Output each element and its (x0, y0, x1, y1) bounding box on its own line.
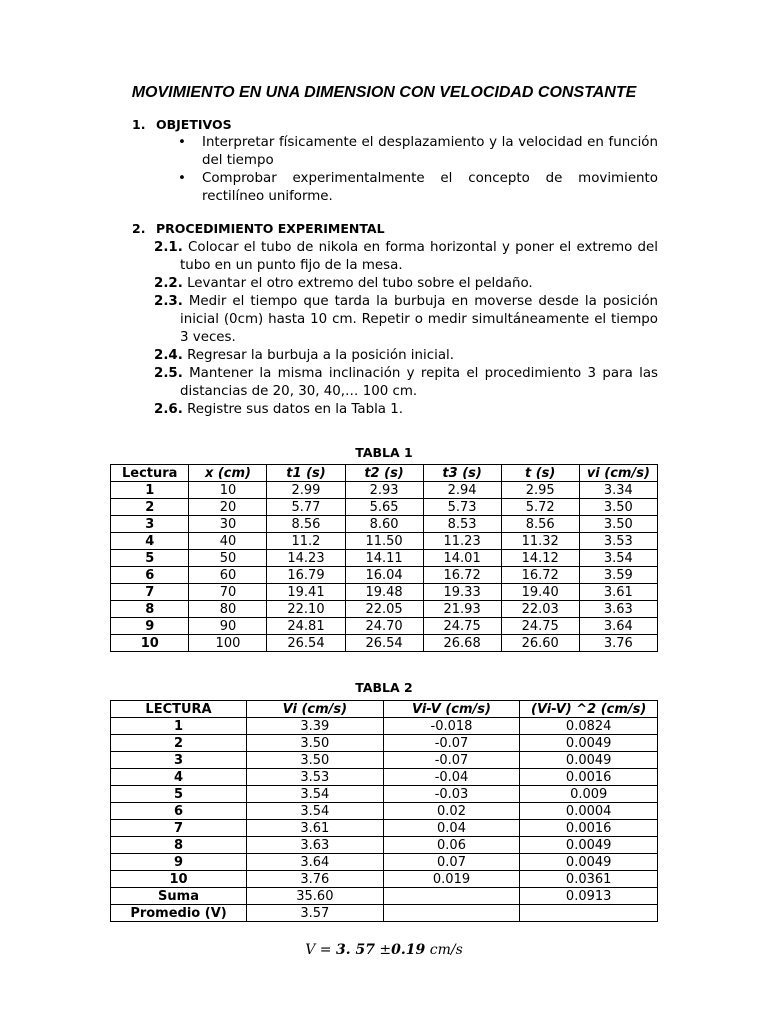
table-cell: 5.65 (345, 499, 423, 516)
table-cell: 11.23 (423, 533, 501, 550)
step-item (154, 347, 658, 365)
table-cell: 8.60 (345, 516, 423, 533)
table-cell: 26.54 (267, 635, 345, 652)
row-label-cell: 7 (111, 820, 247, 837)
table-cell: 19.33 (423, 584, 501, 601)
table-row (111, 482, 658, 499)
table-cell: 3.50 (579, 499, 657, 516)
step-text: Regresar la burbuja a la posición inicial. (187, 348, 455, 363)
step-item (154, 365, 658, 401)
step-number: 2.4. (154, 348, 183, 363)
formula-symbol: V (305, 942, 316, 958)
column-header: Lectura (111, 465, 189, 482)
table-cell: 0.019 (383, 871, 520, 888)
section-number: 2. (132, 221, 146, 236)
table-cell: 0.0016 (520, 820, 658, 837)
table-cell: 35.60 (247, 888, 384, 905)
table-cell: 24.81 (267, 618, 345, 635)
step-text: Mantener la misma inclinación y repita el procedimiento 3 para las distancias de 20, 30, 40,… 100 cm. (180, 366, 658, 399)
table-cell: 3.54 (247, 803, 384, 820)
row-label-cell: 10 (111, 635, 189, 652)
table-cell: 3.57 (247, 905, 384, 922)
table-row (111, 499, 658, 516)
table-row (111, 735, 658, 752)
table-cell: -0.07 (383, 735, 520, 752)
table-cell: 90 (189, 618, 267, 635)
row-label-cell: 3 (111, 752, 247, 769)
section-title: OBJETIVOS (156, 117, 232, 132)
table-row (111, 516, 658, 533)
table-cell: 16.72 (501, 567, 579, 584)
table-cell: -0.03 (383, 786, 520, 803)
table-cell: 14.01 (423, 550, 501, 567)
column-header: t2 (s) (345, 465, 423, 482)
procedimiento-steps (154, 239, 658, 419)
step-item (154, 293, 658, 347)
objetivos-list (178, 134, 658, 206)
column-header: t3 (s) (423, 465, 501, 482)
list-item: • Interpretar físicamente el desplazamiento y la velocidad en función del tiempo (178, 134, 658, 170)
row-label-cell: 1 (111, 718, 247, 735)
table-row (111, 601, 658, 618)
column-header: (Vi-V) ^2 (cm/s) (520, 701, 658, 718)
table-cell: 3.61 (247, 820, 384, 837)
table-cell: 16.04 (345, 567, 423, 584)
row-label-cell: 4 (111, 769, 247, 786)
row-label-cell: 3 (111, 516, 189, 533)
table-cell: 3.53 (579, 533, 657, 550)
column-header: t1 (s) (267, 465, 345, 482)
table-cell: 11.32 (501, 533, 579, 550)
table-cell: 16.72 (423, 567, 501, 584)
table-cell: 24.75 (423, 618, 501, 635)
column-header: Vi-V (cm/s) (383, 701, 520, 718)
table-cell: 80 (189, 601, 267, 618)
table-cell: 24.70 (345, 618, 423, 635)
table-cell: 3.63 (247, 837, 384, 854)
table-cell: 3.34 (579, 482, 657, 499)
step-number: 2.3. (154, 294, 183, 309)
table-cell: 2.94 (423, 482, 501, 499)
table-row (111, 854, 658, 871)
row-label-cell: 4 (111, 533, 189, 550)
table-row (111, 618, 658, 635)
table-row (111, 786, 658, 803)
table-cell: 20 (189, 499, 267, 516)
table-cell: 3.64 (247, 854, 384, 871)
row-label-cell: Suma (111, 888, 247, 905)
table-cell: 26.68 (423, 635, 501, 652)
table-cell (383, 905, 520, 922)
row-label-cell: 9 (111, 854, 247, 871)
table2-body (111, 718, 658, 922)
table-row (111, 820, 658, 837)
table-cell: 26.54 (345, 635, 423, 652)
section-procedimiento-heading (132, 221, 385, 236)
table1-caption: TABLA 1 (355, 445, 413, 460)
table-header-row (111, 701, 658, 718)
table-cell: 3.54 (247, 786, 384, 803)
table-cell: 19.40 (501, 584, 579, 601)
table-cell: 3.64 (579, 618, 657, 635)
table-cell: 2.93 (345, 482, 423, 499)
table-cell: 5.77 (267, 499, 345, 516)
table-cell: 3.54 (579, 550, 657, 567)
table-row (111, 584, 658, 601)
table-cell: 3.50 (247, 735, 384, 752)
table-cell: 3.63 (579, 601, 657, 618)
table-cell: 5.72 (501, 499, 579, 516)
table-cell: -0.07 (383, 752, 520, 769)
table-row (111, 635, 658, 652)
table-cell: -0.018 (383, 718, 520, 735)
row-label-cell: 6 (111, 803, 247, 820)
step-text: Levantar el otro extremo del tubo sobre el peldaño. (187, 276, 533, 291)
row-label-cell: 9 (111, 618, 189, 635)
formula-plus-minus: ± (374, 942, 392, 958)
table-cell: 40 (189, 533, 267, 550)
table-cell: 3.76 (579, 635, 657, 652)
table-cell: 22.03 (501, 601, 579, 618)
table-cell: 16.79 (267, 567, 345, 584)
table-cell: 0.04 (383, 820, 520, 837)
table-row (111, 718, 658, 735)
table1 (110, 464, 658, 652)
table-cell: 0.07 (383, 854, 520, 871)
column-header: vi (cm/s) (579, 465, 657, 482)
table-row (111, 871, 658, 888)
column-header: Vi (cm/s) (247, 701, 384, 718)
table-row (111, 769, 658, 786)
row-label-cell: 5 (111, 550, 189, 567)
table-cell: 0.06 (383, 837, 520, 854)
step-item (154, 275, 658, 293)
table-cell: 0.0016 (520, 769, 658, 786)
list-item: • Comprobar experimentalmente el concepto de movimiento rectilíneo uniforme. (178, 170, 658, 206)
table-row (111, 888, 658, 905)
table-row (111, 803, 658, 820)
table-cell: 24.75 (501, 618, 579, 635)
table-row (111, 837, 658, 854)
table-cell: 30 (189, 516, 267, 533)
section-number: 1. (132, 117, 146, 132)
table-cell: 22.05 (345, 601, 423, 618)
row-label-cell: 8 (111, 601, 189, 618)
table2-caption: TABLA 2 (355, 680, 413, 695)
table-cell (383, 888, 520, 905)
table-cell: 3.76 (247, 871, 384, 888)
row-label-cell: 7 (111, 584, 189, 601)
table-cell: 8.56 (267, 516, 345, 533)
table-row (111, 752, 658, 769)
step-item (154, 401, 658, 419)
table-cell: 70 (189, 584, 267, 601)
table-cell: 11.2 (267, 533, 345, 550)
table-cell: 11.50 (345, 533, 423, 550)
row-label-cell: 2 (111, 735, 247, 752)
table-cell: 3.50 (247, 752, 384, 769)
table-cell: 0.0049 (520, 752, 658, 769)
table-cell: 0.0913 (520, 888, 658, 905)
step-item (154, 239, 658, 275)
table-cell: 19.41 (267, 584, 345, 601)
column-header: LECTURA (111, 701, 247, 718)
table-cell: -0.04 (383, 769, 520, 786)
table-cell: 0.02 (383, 803, 520, 820)
table-row (111, 533, 658, 550)
formula-value: 3. 57 (336, 942, 375, 958)
row-label-cell: 5 (111, 786, 247, 803)
table-cell: 14.11 (345, 550, 423, 567)
table-cell: 3.50 (579, 516, 657, 533)
page-title: MOVIMIENTO EN UNA DIMENSION CON VELOCIDAD CONSTANTE (131, 84, 637, 101)
step-text: Registre sus datos en la Tabla 1. (187, 402, 404, 417)
row-label-cell: 1 (111, 482, 189, 499)
table-cell: 3.39 (247, 718, 384, 735)
table-cell: 0.0049 (520, 735, 658, 752)
table-row (111, 905, 658, 922)
row-label-cell: 2 (111, 499, 189, 516)
table-cell: 50 (189, 550, 267, 567)
table-header-row (111, 465, 658, 482)
column-header: x (cm) (189, 465, 267, 482)
table-cell: 21.93 (423, 601, 501, 618)
table-cell: 10 (189, 482, 267, 499)
row-label-cell: 8 (111, 837, 247, 854)
table-cell: 0.009 (520, 786, 658, 803)
table-cell: 14.12 (501, 550, 579, 567)
table-cell: 2.95 (501, 482, 579, 499)
step-number: 2.1. (154, 240, 183, 255)
step-text: Colocar el tubo de nikola en forma horizontal y poner el extremo del tubo en un punto fijo de la mesa. (180, 240, 659, 273)
row-label-cell: 6 (111, 567, 189, 584)
table-cell: 3.53 (247, 769, 384, 786)
step-number: 2.2. (154, 276, 183, 291)
result-formula (110, 942, 658, 958)
formula-equals: = (315, 942, 336, 958)
table-cell: 0.0824 (520, 718, 658, 735)
section-title: PROCEDIMIENTO EXPERIMENTAL (156, 221, 385, 236)
table-cell (520, 905, 658, 922)
table-cell: 0.0049 (520, 837, 658, 854)
table-cell: 0.0049 (520, 854, 658, 871)
table2 (110, 700, 658, 922)
table-cell: 22.10 (267, 601, 345, 618)
table-cell: 2.99 (267, 482, 345, 499)
table-cell: 3.59 (579, 567, 657, 584)
table-cell: 26.60 (501, 635, 579, 652)
table-cell: 0.0361 (520, 871, 658, 888)
table-cell: 19.48 (345, 584, 423, 601)
row-label-cell: Promedio (V) (111, 905, 247, 922)
row-label-cell: 10 (111, 871, 247, 888)
formula-unit: cm/s (425, 942, 463, 958)
section-objetivos-heading (132, 117, 232, 132)
table-cell: 100 (189, 635, 267, 652)
step-text: Medir el tiempo que tarda la burbuja en moverse desde la posición inicial (0cm) hasta 10 cm. Repetir o medir simultáneamente el tiempo 3 veces. (180, 294, 659, 345)
table-cell: 5.73 (423, 499, 501, 516)
step-number: 2.6. (154, 402, 183, 417)
table-cell: 8.53 (423, 516, 501, 533)
table-row (111, 567, 658, 584)
step-number: 2.5. (154, 366, 183, 381)
table-cell: 0.0004 (520, 803, 658, 820)
table-cell: 60 (189, 567, 267, 584)
formula-error: 0.19 (391, 942, 426, 958)
table-row (111, 550, 658, 567)
column-header: t (s) (501, 465, 579, 482)
table-cell: 14.23 (267, 550, 345, 567)
table-cell: 8.56 (501, 516, 579, 533)
table1-body (111, 482, 658, 652)
table-cell: 3.61 (579, 584, 657, 601)
